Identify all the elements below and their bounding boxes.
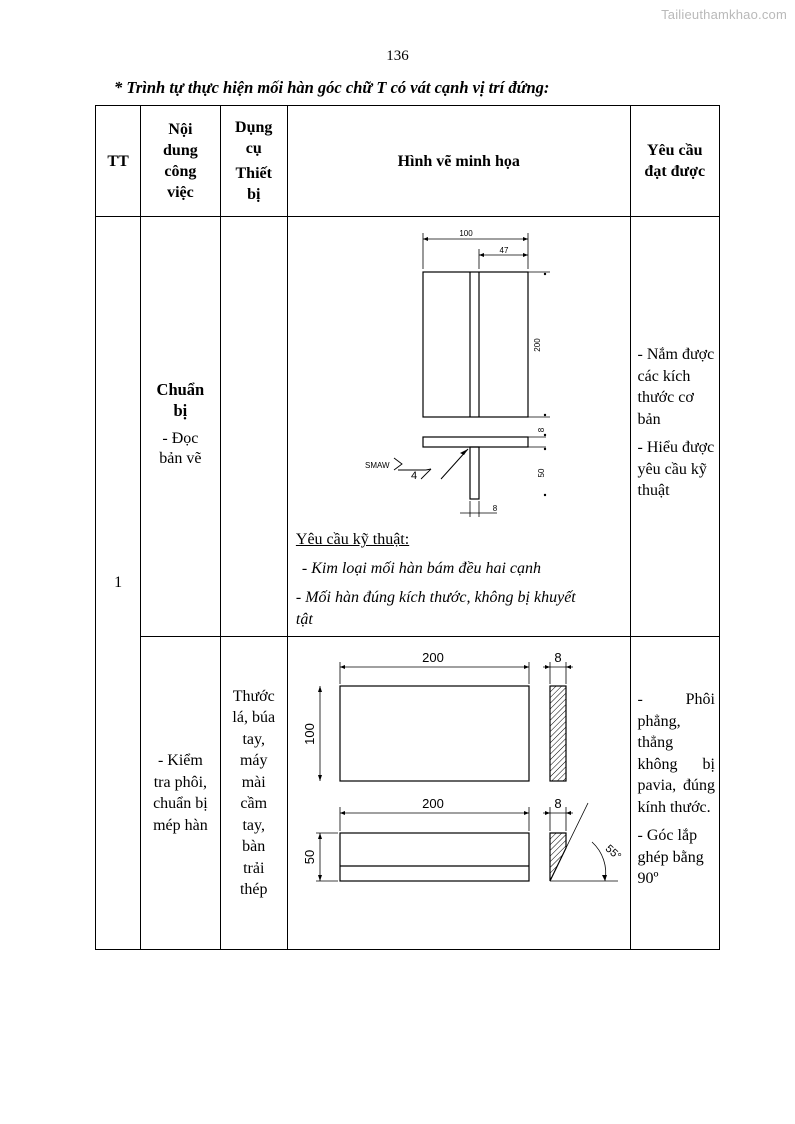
dim-plate-8: 8 <box>536 427 546 433</box>
figure-cell-blanks <box>287 637 630 950</box>
stem-plate-side <box>470 447 479 499</box>
dim-height-50: 50 <box>301 849 317 865</box>
tech-req-item-2: - Mối hàn đúng kích thước, không bị khuyết tật <box>295 589 576 628</box>
dim-height-100: 100 <box>301 723 317 745</box>
dim-length-200-a: 200 <box>422 650 444 665</box>
page-number: 136 <box>386 48 409 64</box>
dim-thick-8: 8 <box>492 504 498 513</box>
header-tt: TT <box>96 106 141 217</box>
dim-thick-8-a: 8 <box>554 650 562 665</box>
header-content: Nội dung công việc <box>141 106 220 217</box>
content-cell-check: - Kiểm tra phôi, chuẩn bị mép hàn <box>141 637 220 950</box>
header-requirements: Yêu cầu đạt được <box>630 106 719 217</box>
tools-cell-check: Thước lá, búa tay, máy mài cầm tay, bàn trải thép <box>220 637 287 950</box>
tools-cell-prepare <box>220 217 287 637</box>
blank-plates-drawing <box>288 637 629 949</box>
table-row <box>96 637 720 950</box>
requirements-cell-prepare: - Nắm được các kích thước cơ bản - Hiểu được yêu cầu kỹ thuật <box>630 217 719 637</box>
tech-req-item-1: - Kim loại mối hàn bám đều hai cạnh <box>301 560 541 577</box>
base-plate-side <box>423 437 528 447</box>
watermark: Tailieuthamkhao.com <box>661 7 787 22</box>
plate-50-bevel-section <box>550 833 566 881</box>
dim-width-100: 100 <box>459 229 473 238</box>
header-tools: Dụng cụ Thiết bị <box>220 106 287 217</box>
bevel-angle-label: 55° <box>602 842 624 863</box>
plate-100-front <box>340 686 529 781</box>
step-number: 1 <box>96 217 141 950</box>
weld-process-label: SMAW <box>364 461 390 470</box>
header-figure: Hình vẽ minh họa <box>287 106 630 217</box>
dim-stem-50: 50 <box>536 468 546 478</box>
document-title: * Trình tự thực hiện mối hàn góc chữ T có vát cạnh vị trí đứng: <box>114 78 550 97</box>
top-view-plate <box>423 272 528 417</box>
requirements-cell-check: - Phôi phẳng, thẳng không bị pavia, đúng kính thước. - Góc lắp ghép bằng 90º <box>630 637 719 950</box>
plate-50-front <box>340 833 529 881</box>
technical-requirements <box>296 529 596 631</box>
table-row <box>96 217 720 637</box>
dim-half-47: 47 <box>499 246 509 255</box>
content-cell-prepare: Chuẩn bị - Đọc bản vẽ <box>141 217 220 637</box>
weld-size-label: 4 <box>410 470 417 482</box>
procedure-table <box>95 105 720 950</box>
plate-100-section <box>550 686 566 781</box>
figure-cell-drawing <box>287 217 630 637</box>
tech-req-heading: Yêu cầu kỹ thuật: <box>295 531 410 548</box>
dim-thick-8-b: 8 <box>554 796 562 811</box>
dim-length-200-b: 200 <box>422 796 444 811</box>
table-header-row <box>96 106 720 217</box>
dim-height-200: 200 <box>532 338 542 352</box>
